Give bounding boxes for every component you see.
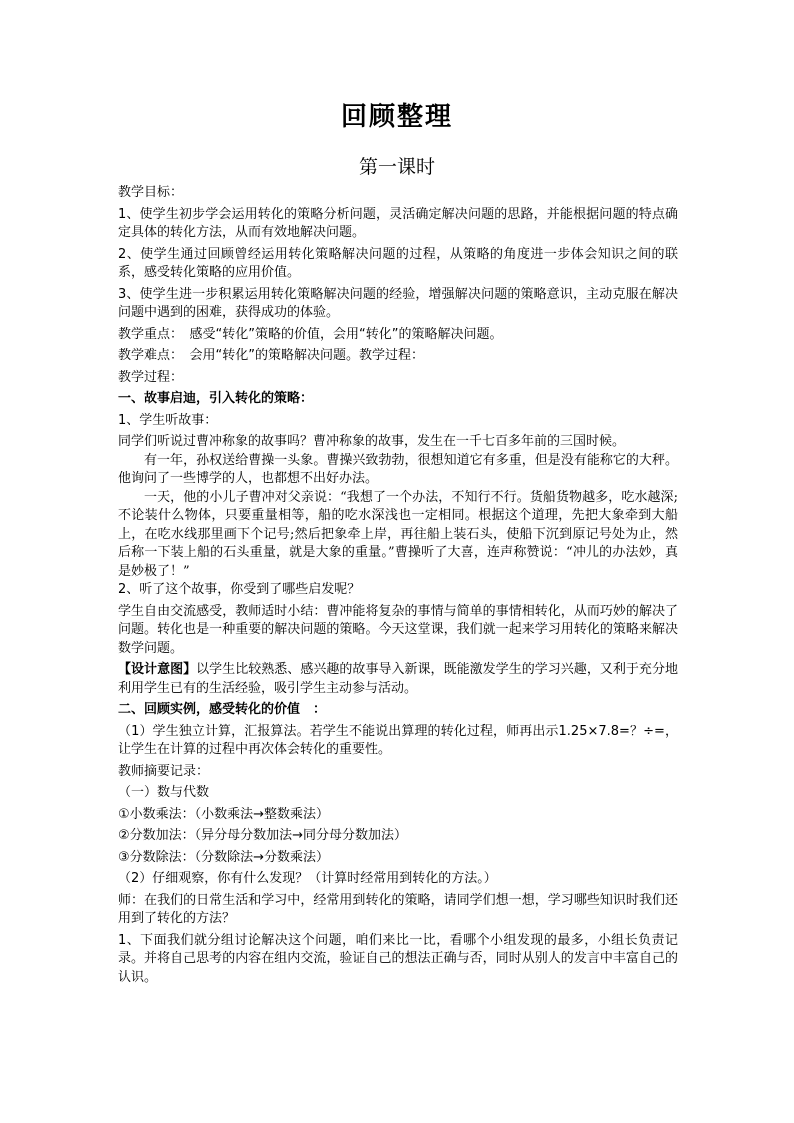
list-item: ②分数加法：（异分母分数加法→同分母分数加法） bbox=[118, 828, 408, 843]
list-item: ①小数乘法：（小数乘法→整数乘法） bbox=[118, 806, 330, 822]
list-item: ③分数除法：（分数除法→分数乘法） bbox=[118, 849, 330, 865]
design-intent-text: 以学生比较熟悉、感兴趣的故事导入新课，既能激发学生的学习兴趣，又利于充分地利用学生已有的生活经验，吸引学生主动参与活动。 bbox=[118, 662, 678, 696]
difficulty: 教学难点： 会用“转化”的策略解决问题。教学过程： bbox=[118, 348, 424, 363]
page-title: 回顾整理 bbox=[340, 102, 453, 132]
teacher-summary: 学生自由交流感受，教师适时小结：曹冲能将复杂的事情与简单的事情相转化，从而巧妙的解决了问题。转化也是一种重要的解决问题的策略。今天这堂课，我们就一起来学习用转化的策略来解决数学问题。 bbox=[118, 603, 678, 656]
objective-3: 3、使学生进一步积累运用转化策略解决问题的经验，增强解决问题的策略意识，主动克服在解决问题中遇到的困难，获得成功的体验。 bbox=[118, 286, 678, 320]
step-1: （1）学生独立计算，汇报算法。若学生不能说出算理的转化过程，师再出示1.25×7.8=？÷=，让学生在计算的过程中再次体会转化的重要性。 bbox=[118, 723, 678, 757]
teacher-record: 教师摘要记录： bbox=[118, 763, 210, 779]
teacher-question: 师：在我们的日常生活和学习中，经常用到转化的策略，请同学们想一想，学习哪些知识时我们还用到了转化的方法？ bbox=[118, 892, 678, 926]
step-2: （2）仔细观察，你有什么发现？（计算时经常用到转化的方法。） bbox=[118, 871, 497, 886]
story-paragraph-3: 一天，他的小儿子曹冲对父亲说：“我想了一个办法，不知行不行。货船货物越多，吃水越深;不论装什么物体，只要重量相等，船的吃水深浅也一定相同。根据这个道理，先把大象牵到大船上，在吃水线那里画下个记号;然后把象牵上岸，再往船上装石头，使船下沉到原记号处为止，然后称一下装上船的石头重量，就是大象的重量。”曹操听了大喜，连声称赞说：“冲儿的办法妙，真是妙极了！” bbox=[118, 489, 678, 579]
key-point: 教学重点： 感受“转化”策略的价值，会用“转化”的策略解决问题。 bbox=[118, 326, 503, 342]
objective-1: 1、使学生初步学会运用转化的策略分析问题，灵活确定解决问题的思路，并能根据问题的特点确定具体的转化方法，从而有效地解决问题。 bbox=[118, 206, 678, 240]
category-1: （一）数与代数 bbox=[118, 785, 210, 800]
group-discussion: 1、下面我们就分组讨论解决这个问题，咱们来比一比，看哪个小组发现的最多，小组长负责记录。并将自己思考的内容在组内交流，验证自己的想法正确与否，同时从别人的发言中丰富自己的认识。 bbox=[118, 932, 678, 985]
lesson-subtitle: 第一课时 bbox=[358, 156, 435, 178]
section-1-heading: 一、故事启迪，引入转化的策略： bbox=[118, 391, 314, 406]
story-paragraph-1: 同学们听说过曹冲称象的故事吗？曹冲称象的故事，发生在一千七百多年前的三国时候。 bbox=[118, 434, 626, 449]
objectives-label: 教学目标： bbox=[118, 185, 184, 200]
section-2-heading: 二、回顾实例，感受转化的价值 ： bbox=[118, 702, 327, 717]
story-paragraph-2: 有一年，孙权送给曹操一头象。曹操兴致勃勃，很想知道它有多重，但是没有能称它的大秤。他询问了一些博学的人，也都想不出好办法。 bbox=[118, 452, 678, 486]
listen-story: 1、学生听故事： bbox=[118, 412, 218, 428]
process-label: 教学过程： bbox=[118, 369, 184, 385]
design-intent-label: 【设计意图】 bbox=[118, 662, 197, 677]
document-body bbox=[118, 184, 678, 990]
question-2: 2、听了这个故事，你受到了哪些启发呢？ bbox=[118, 582, 361, 597]
objective-2: 2、使学生通过回顾曾经运用转化策略解决问题的过程，从策略的角度进一步体会知识之间的联系，感受转化策略的应用价值。 bbox=[118, 246, 678, 280]
design-intent bbox=[118, 661, 678, 698]
